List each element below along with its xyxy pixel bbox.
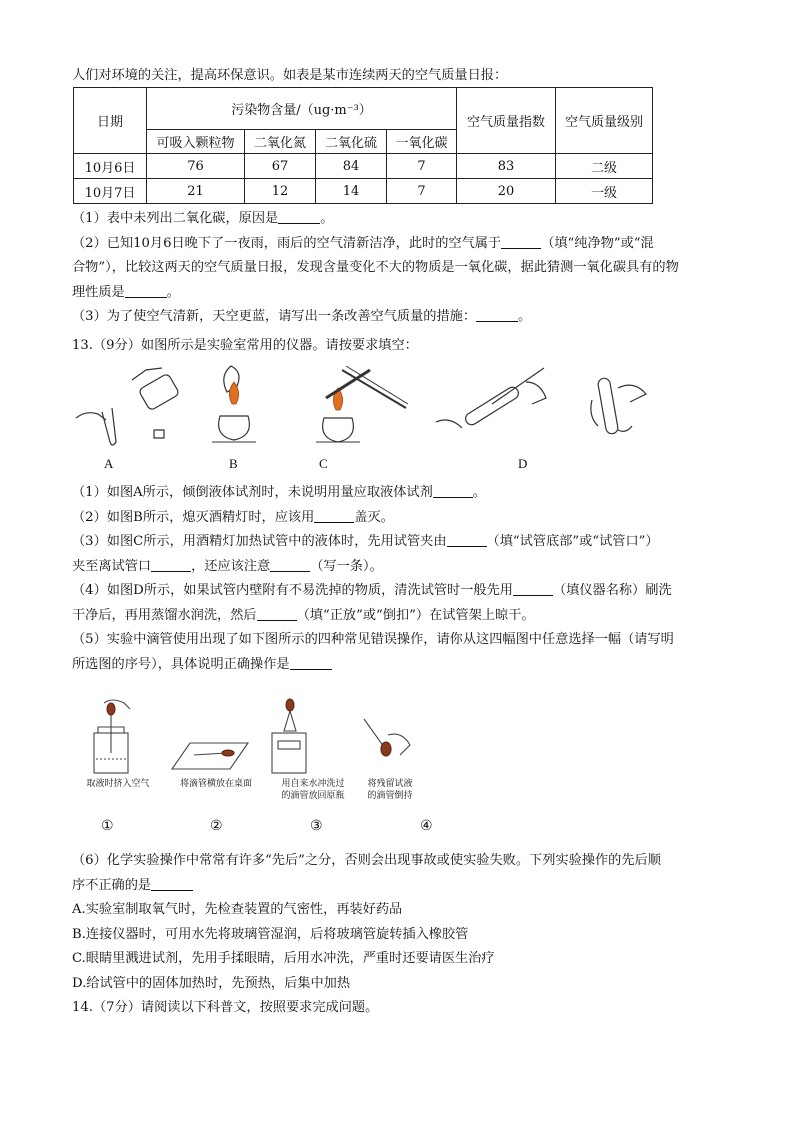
dropper-number-3: ③ bbox=[310, 818, 323, 834]
header-pm: 可吸入颗粒物 bbox=[147, 130, 245, 154]
answer-blank[interactable] bbox=[125, 283, 167, 298]
answer-blank[interactable] bbox=[151, 557, 191, 572]
cell-so2: 14 bbox=[316, 179, 387, 204]
cell-pm: 21 bbox=[147, 179, 245, 204]
cell-aqi: 20 bbox=[457, 179, 556, 204]
dropper-caption-3: 用自来水冲洗过 的滴管放回原瓶 bbox=[281, 779, 345, 801]
apparatus-figure bbox=[72, 360, 672, 452]
header-level: 空气质量级别 bbox=[556, 88, 653, 154]
header-so2: 二氧化硫 bbox=[316, 130, 387, 154]
answer-blank[interactable] bbox=[151, 876, 193, 891]
q13-heading: 13.（9分）如图所示是实验室常用的仪器。请按要求填空： bbox=[72, 338, 418, 353]
dropper-4-inverted bbox=[364, 719, 410, 756]
air-quality-table bbox=[73, 87, 653, 204]
intro-text: 人们对环境的关注，提高环保意识。如表是某市连续两天的空气质量日报： bbox=[72, 68, 508, 83]
cell-level: 二级 bbox=[556, 154, 653, 179]
option-b: B.连接仪器时，可用水先将玻璃管湿润，后将玻璃管旋转插入橡胶管 bbox=[72, 926, 469, 942]
table-row bbox=[74, 154, 653, 179]
cell-no2: 67 bbox=[245, 154, 316, 179]
figure-label-d: D bbox=[518, 456, 528, 471]
answer-blank[interactable] bbox=[476, 307, 518, 322]
answer-blank[interactable] bbox=[257, 606, 297, 621]
cell-level: 一级 bbox=[556, 179, 653, 204]
q12-p2: （2）已知10月6日晚下了一夜雨，雨后的空气清新洁净，此时的空气属于 bbox=[72, 235, 502, 251]
dropper-figure bbox=[80, 695, 420, 775]
dropper-2-flat bbox=[172, 743, 248, 769]
header-pollutant-group: 污染物含量/（ug·m⁻³） bbox=[147, 88, 457, 130]
cell-pm: 76 bbox=[147, 154, 245, 179]
q12-p1: （1）表中未列出二氧化碳，原因是 bbox=[72, 211, 279, 226]
figure-c-heating bbox=[316, 366, 408, 442]
answer-blank[interactable] bbox=[433, 483, 473, 498]
header-no2: 二氧化氮 bbox=[245, 130, 316, 154]
answer-blank[interactable] bbox=[290, 655, 332, 670]
q14-heading: 14.（7分）请阅读以下科普文，按照要求完成问题。 bbox=[72, 1000, 379, 1015]
answer-blank[interactable] bbox=[270, 557, 310, 572]
answer-blank[interactable] bbox=[501, 234, 541, 249]
q13-block: （1）如图A所示，倾倒液体试剂时，未说明用量应取液体试剂 。 （2）如图B所示，熄灭酒精灯时，应该用 盖灭。 （3）如图C所示，用酒精灯加热试管中的液体时，先用试管夹由 （填“试管底部”或“试管口”） 夹至离试管口 ，还应该注意 （写一条）。 （4）如图D所示，如果试管内壁附有不易洗掉的物质，清洗试管时一般先用 （填仪器名称）刷洗 干净后，再用蒸馏水润洗，然后 （填“正放”或“倒扣”）在试管架上晾干。 （5）实验中滴管使用出现了如下图所示的四种常见错误操作，请你从这四幅图中任意选择一幅（请写明 所选图的序号），具体说明正确操作是 bbox=[72, 485, 674, 672]
figure-shaking bbox=[591, 377, 646, 434]
dropper-number-1: ① bbox=[101, 818, 114, 834]
table-row bbox=[74, 179, 653, 204]
dropper-1-bottle bbox=[94, 700, 130, 773]
cell-date: 10月7日 bbox=[74, 179, 147, 204]
dropper-number-4: ④ bbox=[420, 818, 433, 834]
header-date: 日期 bbox=[74, 88, 147, 154]
option-d: D.给试管中的固体加热时，先预热，后集中加热 bbox=[72, 975, 351, 991]
header-co: 一氧化碳 bbox=[387, 130, 457, 154]
answer-blank[interactable] bbox=[447, 532, 487, 547]
dropper-3-rinse bbox=[272, 699, 306, 773]
cell-so2: 84 bbox=[316, 154, 387, 179]
cell-co: 7 bbox=[387, 154, 457, 179]
dropper-caption-2: 将滴管横放在桌面 bbox=[179, 779, 252, 789]
cell-no2: 12 bbox=[245, 179, 316, 204]
cell-co: 7 bbox=[387, 179, 457, 204]
dropper-number-2: ② bbox=[210, 818, 223, 834]
cell-date: 10月6日 bbox=[74, 154, 147, 179]
cell-aqi: 83 bbox=[457, 154, 556, 179]
dropper-caption-1: 取液时挤入空气 bbox=[86, 779, 150, 789]
figure-b-lamp-cap bbox=[212, 366, 256, 442]
option-c: C.眼睛里溅进试剂，先用手揉眼睛，后用水冲洗，严重时还要请医生治疗 bbox=[72, 951, 495, 966]
q13-p6-block: （6）化学实验操作中常常有许多“先后”之分，否则会出现事故或使实验失败。下列实验操作的先后顺 序不正确的是 A.实验室制取氧气时，先检查装置的气密性，再装好药品 B.连接仪器时，可用水先将玻璃管湿润，后将玻璃管旋转插入橡胶管 C.眼睛里溅进试剂，先用手揉眼睛，后用水冲洗，严重时还要请医生治疗 D.给试管中的固体加热时，先预热，后集中加热 14.（7分）请阅读以下科普文，按照要求完成问题。 bbox=[72, 849, 724, 1021]
figure-a-pouring bbox=[76, 368, 180, 445]
figure-label-a: A bbox=[104, 456, 114, 471]
figure-d-brushing bbox=[436, 368, 546, 428]
answer-blank[interactable] bbox=[513, 581, 553, 596]
figure-label-c: C bbox=[319, 456, 328, 471]
dropper-caption-4: 将残留试液 的滴管倒持 bbox=[367, 779, 413, 801]
q12-p3: （3）为了使空气清新，天空更蓝，请写出一条改善空气质量的措施： bbox=[72, 309, 477, 324]
q12-p2-cont: 合物”），比较这两天的空气质量日报，发现含量变化不大的物质是一氧化碳，据此猜测一氧化碳具有的物 bbox=[72, 260, 679, 275]
figure-label-b: B bbox=[229, 456, 238, 471]
header-aqi: 空气质量指数 bbox=[457, 88, 556, 154]
q12-block: （1）表中未列出二氧化碳，原因是 。 （2）已知10月6日晚下了一夜雨，雨后的空气清新洁净，此时的空气属于 （填“纯净物”或“混 合物”），比较这两天的空气质量日报，发现含量变化不大的物质是一氧化碳，据此猜测一氧化碳具有的物 理性质是 。 （3）为了使空气清新，天空更蓝，请写出一条改善空气质量的措施： 。 bbox=[72, 207, 724, 330]
answer-blank[interactable] bbox=[314, 508, 354, 523]
option-a: A.实验室制取氧气时，先检查装置的气密性，再装好药品 bbox=[72, 902, 403, 917]
answer-blank[interactable] bbox=[278, 209, 320, 224]
